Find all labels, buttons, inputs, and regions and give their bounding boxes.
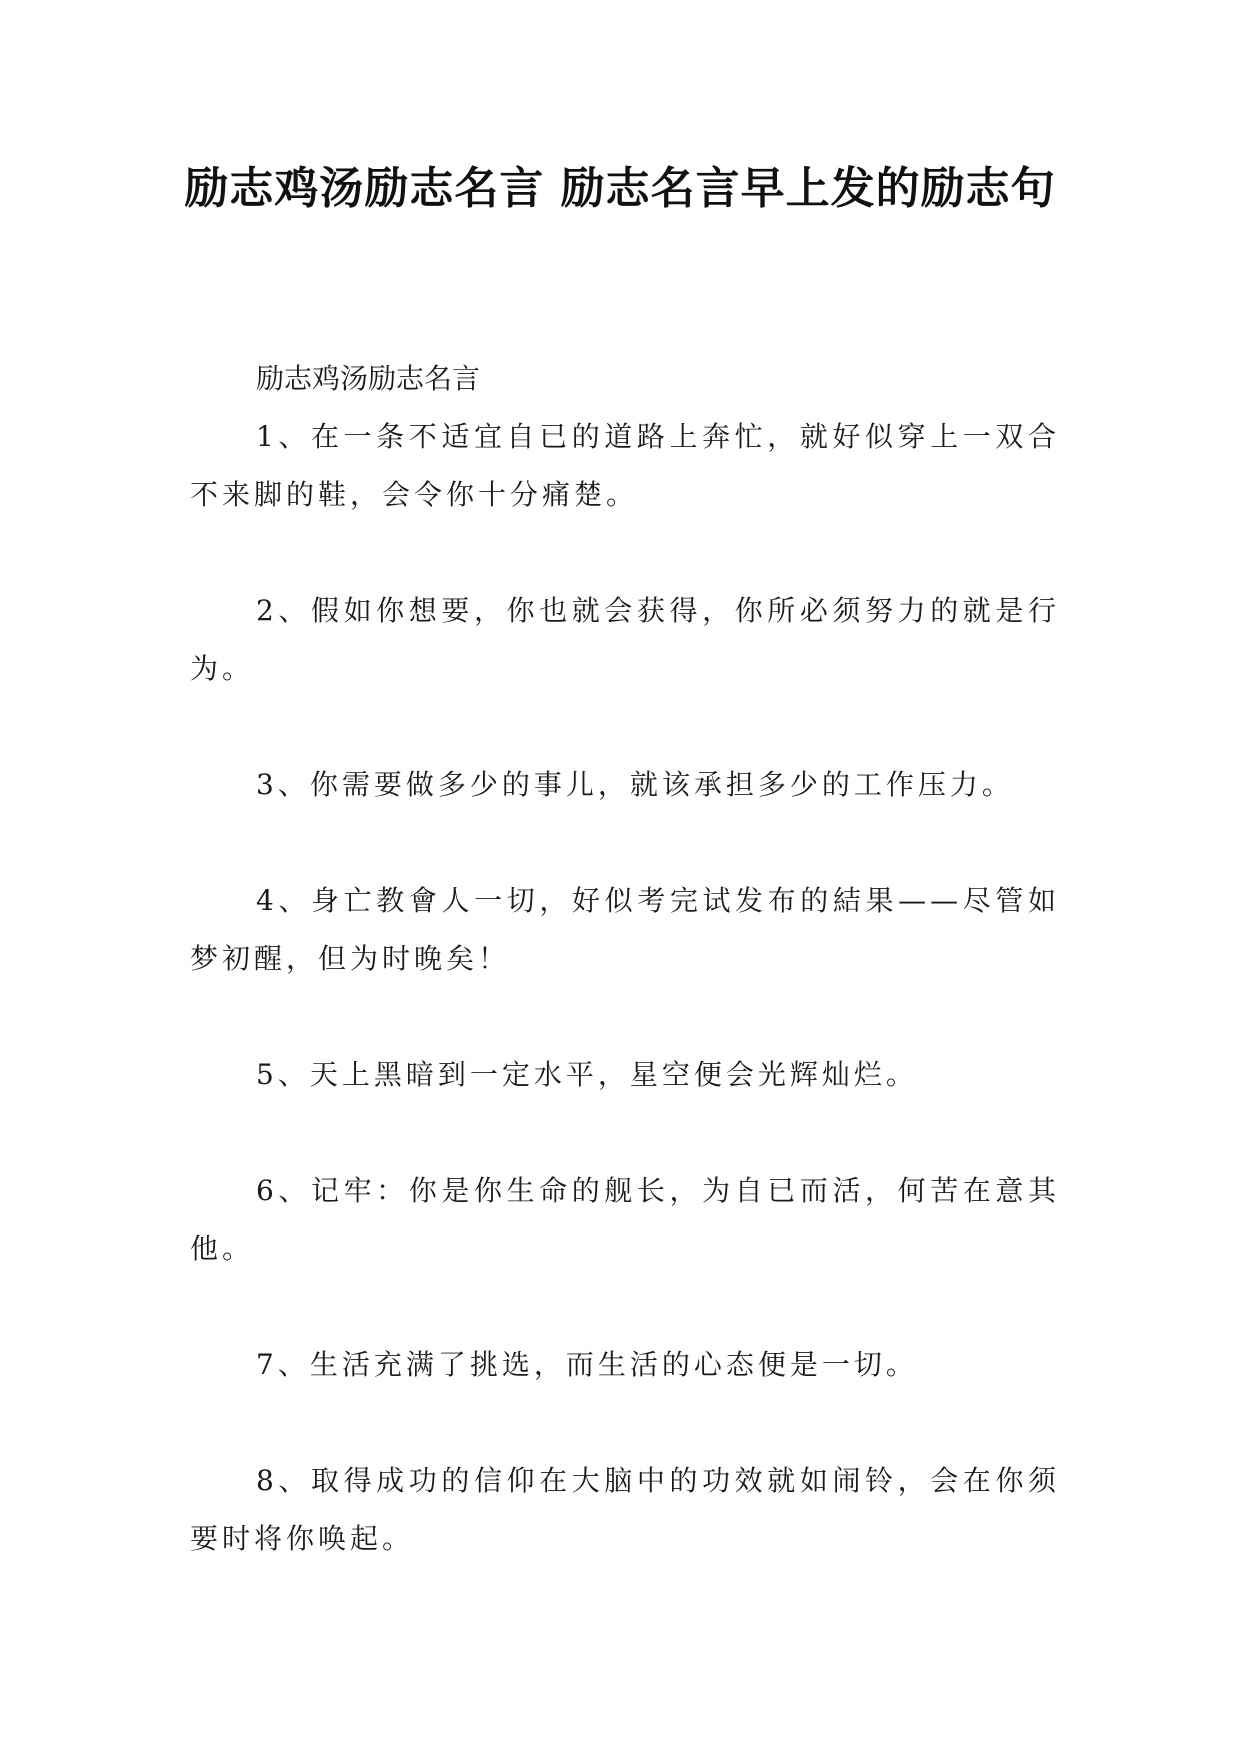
quote-item-2: 2、假如你想要，你也就会获得，你所必须努力的就是行为。	[190, 594, 1060, 685]
quote-item-6: 6、记牢：你是你生命的舰长，为自已而活，何苦在意其他。	[190, 1174, 1060, 1265]
document-body	[190, 350, 1060, 1626]
quote-item-5: 5、天上黑暗到一定水平，星空便会光辉灿烂。	[256, 1058, 918, 1091]
quote-item-7: 7、生活充满了挑选，而生活的心态便是一切。	[256, 1348, 918, 1381]
quote-item-1: 1、在一条不适宜自已的道路上奔忙，就好似穿上一双合不来脚的鞋，会令你十分痛楚。	[190, 420, 1060, 511]
quote-item-8: 8、取得成功的信仰在大脑中的功效就如闹铃，会在你须要时将你唤起。	[190, 1464, 1060, 1555]
quote-item-4: 4、身亡教會人一切，好似考完试发布的結果——尽管如梦初醒，但为时晚矣！	[190, 884, 1060, 975]
section-heading: 励志鸡汤励志名言	[256, 362, 481, 395]
quote-item-3: 3、你需要做多少的事儿，就该承担多少的工作压力。	[256, 768, 1014, 801]
page-title: 励志鸡汤励志名言 励志名言早上发的励志句	[184, 163, 1056, 214]
